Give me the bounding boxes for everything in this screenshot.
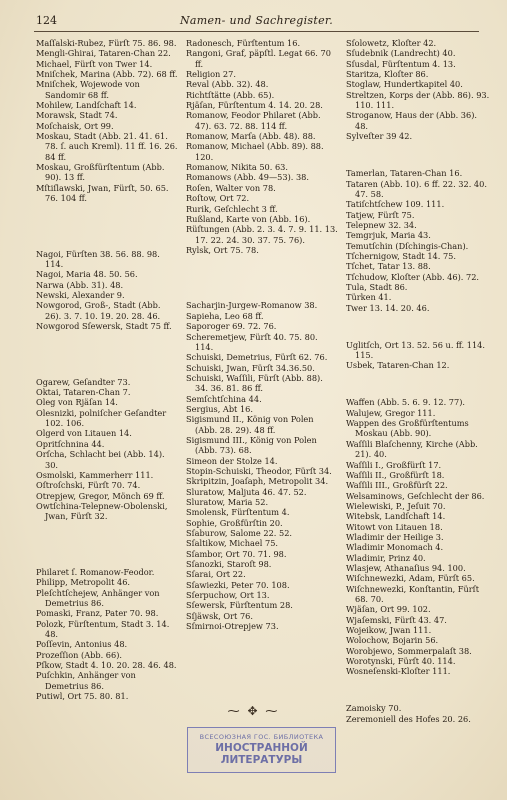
- index-entry: Pſkow, Stadt 4. 10. 20. 28. 46. 48.: [36, 659, 177, 670]
- index-entry: Sſambor, Ort 70. 71. 98.: [186, 548, 287, 559]
- index-column-3: [346, 38, 492, 724]
- entry-gap: [36, 340, 178, 350]
- header-rule: [34, 31, 479, 32]
- index-entry: Putiwl, Ort 75. 80. 81.: [36, 690, 129, 701]
- index-entry: Poſſevin, Antonius 48.: [36, 639, 128, 650]
- index-entry: Tſchudow, Kloſter (Abb. 46). 72.: [346, 271, 480, 282]
- index-entry: Sſjäwsk, Ort 76.: [186, 610, 253, 621]
- index-entry: Oktai, Tataren-Chan 7.: [36, 387, 131, 398]
- index-entry: Narwa (Abb. 31). 48.: [36, 279, 124, 290]
- index-entry: Wosneſenski-Kloſter 111.: [346, 666, 451, 677]
- entry-gap: [346, 685, 492, 695]
- index-entry: Walujew, Gregor 111.: [346, 407, 436, 418]
- index-entry: Witowt von Litauen 18.: [346, 521, 443, 532]
- index-entry: Waſſili II., Großfürſt 18.: [346, 469, 445, 480]
- index-entry: Reval (Abb. 32). 48.: [186, 79, 269, 90]
- index-entry: Wladimir, Prinz 40.: [346, 552, 426, 563]
- entry-gap: [36, 530, 178, 540]
- index-entry: Mniſchek, Wojewode von Sandomir 68 ff.: [36, 79, 140, 100]
- index-entry: Wladimir der Heilige 3.: [346, 531, 444, 542]
- index-entry: Tatiſchtſchew 109. 111.: [346, 199, 445, 210]
- index-entry: Witebsk, Landſchaft 14.: [346, 511, 446, 522]
- index-entry: Ogarew, Geſandter 73.: [36, 376, 131, 387]
- running-title: Namen- und Sachregister.: [179, 14, 334, 27]
- index-entry: Rangoni, Graf, päpſtl. Legat 66. 70 ff.: [186, 48, 331, 69]
- entry-gap: [36, 358, 178, 368]
- index-entry: Zamoisky 70.: [346, 703, 402, 714]
- index-entry: Twer 13. 14. 20. 46.: [346, 302, 430, 313]
- index-entry: Mſtiſlawski, Jwan, Fürſt, 50. 65. 76. 104 ff.: [36, 182, 169, 204]
- entry-gap: [186, 263, 338, 273]
- index-entry: Sapieha, Leo 68 ff.: [186, 310, 264, 321]
- index-entry: Rußland, Karte von (Abb. 16).: [186, 213, 311, 224]
- index-entry: Scheremetjew, Fürſt 40. 75. 80. 114.: [186, 331, 318, 352]
- index-entry: Opritſchnina 44.: [36, 438, 105, 449]
- index-entry: Moſchaisk, Ort 99.: [36, 120, 114, 131]
- index-entry: Stopin-Schuiski, Theodor, Fürſt 34.: [186, 465, 332, 476]
- index-entry: Telepnew 32. 34.: [346, 219, 417, 230]
- index-entry: Türken 41.: [346, 292, 392, 303]
- index-entry: Zeremoniell des Hofes 20. 26.: [346, 713, 471, 724]
- index-entry: Romanow, Marſa (Abb. 48). 88.: [186, 131, 316, 142]
- index-entry: Oleg von Rjäſan 14.: [36, 397, 118, 408]
- index-entry: Waſſili Blaſchenny, Kirche (Abb. 21). 40.: [346, 438, 478, 460]
- index-entry: Romanow, Nikita 50. 63.: [186, 162, 288, 173]
- index-entry: Tataren (Abb. 10). 6 ff. 22. 32. 40. 47. 58.: [346, 178, 487, 199]
- page-header: [36, 14, 477, 30]
- index-entry: Waſſili I., Großfürſt 17.: [346, 459, 442, 470]
- entry-gap: [346, 150, 492, 160]
- index-entry: Waffen (Abb. 5. 6. 9. 12. 77).: [346, 397, 465, 408]
- index-entry: Rjäſan, Fürſtentum 4. 14. 20. 28.: [186, 100, 323, 111]
- index-entry: Sſolowetz, Kloſter 42.: [346, 38, 437, 48]
- index-entry: Maſſalski-Rubez, Fürſt 75. 86. 98.: [36, 38, 177, 48]
- index-entry: Puſchkin, Anhänger von Demetrius 86.: [36, 670, 136, 691]
- index-entry: Sſanozki, Staroſt 98.: [186, 559, 272, 570]
- index-entry: Nagoi, Fürſten 38. 56. 88. 98. 114.: [36, 248, 160, 270]
- library-stamp: [187, 727, 336, 773]
- index-entry: Religion 27.: [186, 69, 236, 80]
- index-entry: Otrepjew, Gregor, Mönch 69 ff.: [36, 490, 165, 501]
- index-entry: Tſchet, Tatar 13. 88.: [346, 261, 431, 272]
- index-entry: Nowgorod, Groß-, Stadt (Abb. 26). 3. 7. 10. 19. 20. 28. 46.: [36, 300, 161, 321]
- index-entry: Schuiski, Waſſili, Fürſt (Abb. 88). 34. 36. 81. 86 ff.: [186, 372, 323, 394]
- index-column-2: [186, 38, 338, 631]
- index-entry: Sluratow, Maljuta 46. 47. 52.: [186, 486, 307, 497]
- index-entry: Sſerpuchow, Ort 13.: [186, 590, 270, 601]
- index-entry: Romanow, Feodor Philaret (Abb. 47). 63. 72. 88. 114 ff.: [186, 110, 321, 131]
- index-entry: Wiſchnewezki, Konſtantin, Fürſt 68. 70.: [346, 583, 479, 604]
- index-entry: Sſawiezki, Peter 70. 108.: [186, 579, 290, 590]
- index-entry: Polozk, Fürſtentum, Stadt 3. 14. 48.: [36, 618, 170, 639]
- index-entry: Sſmirnoi-Otrepjew 73.: [186, 621, 279, 632]
- index-entry: Sophie, Großfürſtin 20.: [186, 517, 283, 528]
- index-entry: Sluratow, Maria 52.: [186, 497, 269, 507]
- index-entry: Oſtroſchski, Fürſt 70. 74.: [36, 480, 141, 491]
- index-entry: Worobjewo, Sommerpalaſt 38.: [346, 645, 472, 656]
- index-entry: Nowgorod Sſewersk, Stadt 75 ff.: [36, 321, 172, 332]
- index-entry: Wjaſemski, Fürſt 43. 47.: [346, 614, 447, 625]
- index-entry: Rylsk, Ort 75. 78.: [186, 244, 259, 255]
- index-entry: Michael, Fürſt von Twer 14.: [36, 58, 153, 69]
- stamp-line-3: ЛИТЕРАТУРЫ: [220, 754, 303, 766]
- index-entry: Sſaburow, Salome 22. 52.: [186, 528, 293, 539]
- index-entry: Rüſtungen (Abb. 2. 3. 4. 7. 9. 11. 13. 17. 22. 24. 30. 37. 75. 76).: [186, 224, 338, 245]
- index-entry: Wjäſan, Ort 99. 102.: [346, 604, 431, 615]
- index-entry: Mniſchek, Marina (Abb. 72). 68 ff.: [36, 69, 178, 80]
- index-entry: Pomaski, Franz, Pater 70. 98.: [36, 608, 159, 619]
- index-entry: Waſſili III., Großfürſt 22.: [346, 480, 448, 491]
- index-entry: Orſcha, Schlacht bei (Abb. 14). 30.: [36, 449, 165, 470]
- index-entry: Staritza, Kloſter 86.: [346, 69, 429, 80]
- index-entry: Sergius, Abt 16.: [186, 403, 253, 414]
- index-entry: Sigismund III., König von Polen (Abb. 73). 68.: [186, 434, 317, 456]
- index-entry: Tula, Stadt 86.: [346, 281, 408, 292]
- index-entry: Wielewiski, P., Jeſuit 70.: [346, 500, 446, 511]
- index-entry: Prozeſſion (Abb. 66).: [36, 649, 123, 660]
- index-entry: Rurik, Geſchlecht 3 ff.: [186, 203, 278, 214]
- entry-gap: [36, 212, 178, 222]
- index-entry: Sſewersk, Fürſtentum 28.: [186, 600, 293, 611]
- index-entry: Wappen des Großfürſtentums Moskau (Abb. 90).: [346, 418, 469, 439]
- entry-gap: [186, 282, 338, 292]
- stamp-line-2: ИНОСТРАННОЙ: [215, 742, 308, 754]
- page-number: 124: [36, 14, 57, 27]
- index-entry: Smolensk, Fürſtentum 4.: [186, 507, 290, 518]
- entry-gap: [346, 379, 492, 389]
- index-entry: Tamerlan, Tataren-Chan 16.: [346, 168, 463, 179]
- index-entry: Romanows (Abb. 49—53). 38.: [186, 172, 309, 183]
- entry-gap: [346, 321, 492, 331]
- index-entry: Saporoger 69. 72. 76.: [186, 321, 277, 332]
- index-entry: Romanow, Michael (Abb. 89). 88. 120.: [186, 141, 324, 162]
- index-entry: Wojeikow, Jwan 111.: [346, 625, 432, 635]
- index-entry: Moskau, Großfürſtentum (Abb. 90). 13 ff.: [36, 162, 165, 183]
- index-entry: Sſarai, Ort 22.: [186, 569, 246, 580]
- index-entry: Roſtow, Ort 72.: [186, 193, 250, 204]
- index-entry: Nagoi, Maria 48. 50. 56.: [36, 269, 138, 280]
- index-entry: Streltzen, Korps der (Abb. 86). 93. 110. 111.: [346, 89, 490, 111]
- index-entry: Tatjew, Fürſt 75.: [346, 209, 415, 220]
- index-entry: Skripitzin, Joaſaph, Metropolit 34.: [186, 476, 329, 487]
- index-entry: Newski, Alexander 9.: [36, 290, 125, 301]
- index-entry: Pleſchtſchejew, Anhänger von Demetrius 86.: [36, 587, 160, 608]
- index-entry: Worotynski, Fürſt 40. 114.: [346, 656, 456, 667]
- index-entry: Philaret ſ. Romanow-Feodor.: [36, 566, 155, 577]
- index-entry: Radonesch, Fürſtentum 16.: [186, 38, 301, 48]
- stamp-line-1: ВСЕСОЮЗНАЯ ГОС. БИБЛИОТЕКА: [199, 733, 324, 741]
- index-entry: Sſudebnik (Landrecht) 40.: [346, 48, 456, 59]
- index-entry: Welsaminows, Geſchlecht der 86.: [346, 490, 485, 501]
- index-entry: Semſchtſchina 44.: [186, 393, 262, 404]
- index-entry: Mengli-Ghirai, Tataren-Chan 22.: [36, 48, 171, 59]
- end-ornament: ⁓ ✥ ⁓: [227, 704, 280, 718]
- index-entry: Uglitſch, Ort 13. 52. 56 u. ff. 114. 115.: [346, 339, 485, 361]
- index-entry: Morawsk, Stadt 74.: [36, 110, 118, 121]
- index-entry: Sſaltikow, Michael 75.: [186, 538, 279, 549]
- index-entry: Wiſchnewezki, Adam, Fürſt 65.: [346, 573, 475, 584]
- index-entry: Owtſchina-Telepnew-Obolenski, Jwan, Fürſt 32.: [36, 500, 168, 522]
- index-entry: Wladimir Monomach 4.: [346, 542, 444, 553]
- index-entry: Osmolski, Kammerherr 111.: [36, 469, 154, 480]
- index-entry: Wolochow, Bojarin 56.: [346, 635, 439, 646]
- index-column-1: [36, 38, 178, 701]
- index-entry: Schuiski, Jwan, Fürſt 34.36.50.: [186, 362, 315, 373]
- index-entry: Sacharjin-Jurgew-Romanow 38.: [186, 300, 318, 311]
- index-entry: Tſchernigow, Stadt 14. 75.: [346, 250, 456, 261]
- index-entry: Olgerd von Litauen 14.: [36, 428, 132, 439]
- index-entry: Simeon der Stolze 14.: [186, 455, 278, 466]
- index-entry: Temgrjuk, Maria 43.: [346, 230, 431, 241]
- index-entry: Usbek, Tataren-Chan 12.: [346, 360, 450, 371]
- index-entry: Moskau, Stadt (Abb. 21. 41. 61. 78. ſ. auch Kreml). 11 ff. 16. 26. 84 ff.: [36, 131, 178, 162]
- index-entry: Roſen, Walter von 78.: [186, 182, 276, 193]
- entry-gap: [36, 230, 178, 240]
- entry-gap: [36, 548, 178, 558]
- index-entry: Stoglaw, Hundertkapitel 40.: [346, 79, 463, 90]
- index-entry: Mohilew, Landſchaft 14.: [36, 100, 137, 111]
- index-entry: Schuiski, Demetrius, Fürſt 62. 76.: [186, 352, 328, 363]
- index-entry: Philipp, Metropolit 46.: [36, 577, 131, 588]
- index-entry: Olesnizki, polniſcher Geſandter 102. 106.: [36, 407, 167, 429]
- index-entry: Temutſchin (Dſchingis-Chan).: [346, 240, 469, 251]
- index-entry: Sigismund II., König von Polen (Abb. 28. 29). 48 ff.: [186, 414, 314, 435]
- index-entry: Richtſtätte (Abb. 65).: [186, 89, 275, 100]
- index-entry: Sylveſter 39 42.: [346, 131, 413, 142]
- index-entry: Sſusdal, Fürſtentum 4. 13.: [346, 58, 456, 69]
- index-entry: Wlasjew, Athanaſius 94. 100.: [346, 562, 466, 573]
- index-entry: Stroganow, Haus der (Abb. 36). 48.: [346, 110, 478, 131]
